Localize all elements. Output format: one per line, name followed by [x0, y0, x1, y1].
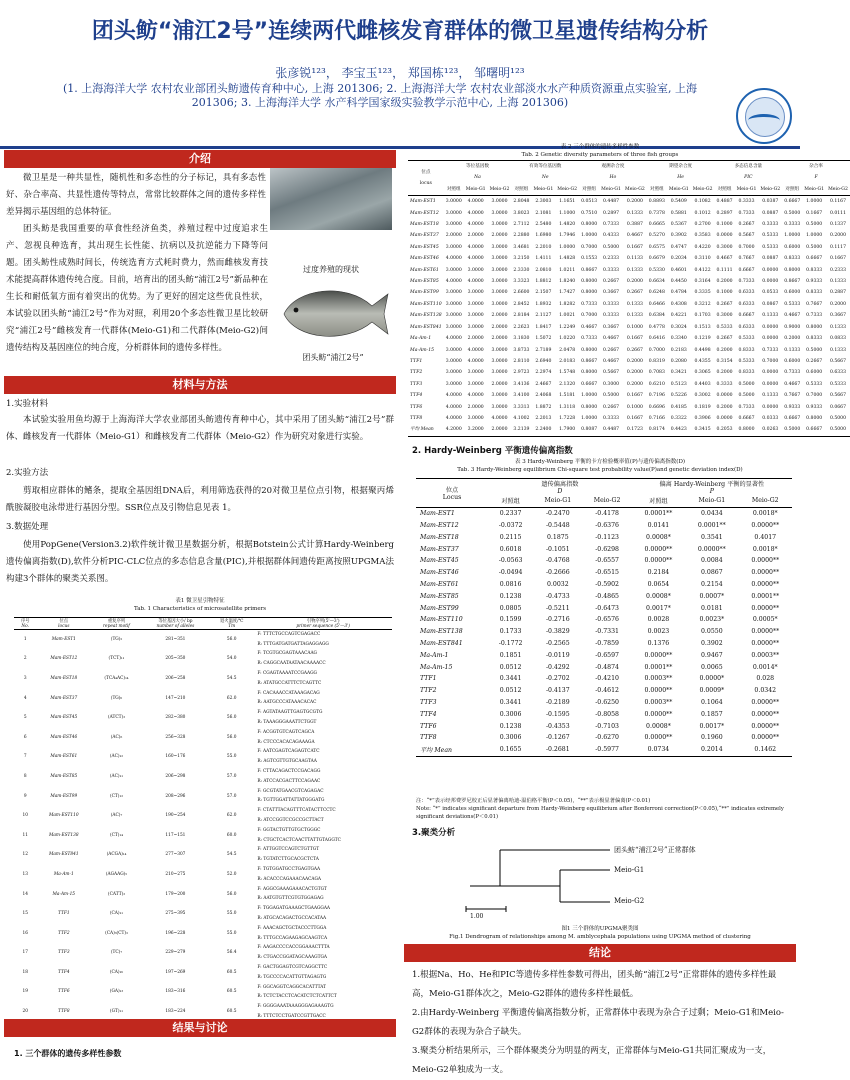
table-row: R: AATGCCCATAAACACAC [257, 700, 317, 706]
table-row: Mam-EST46 -0.0494 -0.2666 -0.6515 0.2184 0.0867 0.0000** [420, 569, 780, 577]
table-row: Ma-Am-1 4.0000 2.0000 2.0000 3.1830 1.5072 1.0220 0.7333 0.4667 0.1667 0.6416 0.3340 0.1219 0.2667 0.5333 0.0000 0.2000 0.8333 0.0833 [410, 336, 847, 342]
table-row: 10 Mam-EST110 (AC)₇ 190~254 62.0 F: CTATTTACAGTTTCATACTTCCTC [22, 808, 336, 819]
table-row: R: TGCCCCACATTGTTAGAGTG [257, 974, 327, 980]
materials-text: 本试验实验用鱼均源于上海海洋大学农业部团头鲂遗传育种中心，其中采用了团头鲂“浦江2号”群体、雌核发育一代群体（Meio-G1）和雌核发育二代群体（Meio-G2）作为研究对象进行实验。 [6, 415, 394, 442]
table-row: 8 Mam-EST85 (AC)₁₁ 206~298 57.0 F: CTTACAGACTCCGACAGG [23, 769, 321, 779]
table-row: TTF2 3.0000 3.0000 3.0000 2.9723 2.2974 1.5748 0.8000 0.5667 0.2000 0.7083 0.3421 0.3065 0.2000 0.8333 0.0000 0.7333 0.6000 0.6333 [410, 370, 847, 376]
table-row: R: TTTGCCAGAAGAGCAAGTCA [257, 935, 328, 941]
intro-para2: 团头鲂是我国重要的草食性经济鱼类，养殖过程中过度追求生产、忽视良种选育，其出现生长性能、抗病以及抗逆能力下降等问题。团头鲂性成熟时间长，传统选育方式耗时费力，然而雌核发育技术能提高群体遗传纯合度。目前，培育出的团头鲂“浦江2号”新品种在生长和耐低氧方面有着突出的优势。为了更好的固定这些优良性状，本试验以团头鲂“浦江2号”作为对照，利用20个多态性微卫星比较研究“浦江2号”雌核发育一代群体(Meio-G1)和二代群体(Meio-G2)间遗传结构及基因座位的纯合度，分析群体间的遗传多样性。 [6, 224, 268, 353]
fish-photo [276, 280, 390, 346]
table-row: 14 Ma-Am-15 (CATT)₃ 179~200 56.0 F: AGGCGAAAGAAACACTGTGT [22, 886, 327, 897]
table-row: TTF2 0.0512 -0.4137 -0.4612 0.0000** 0.0009* 0.0342 [420, 687, 777, 695]
table-row: Mam-EST1 0.2337 -0.2470 -0.4178 0.0001** 0.0434 0.0018* [420, 510, 778, 518]
table-row: R: TTTCTCCTGATCCGTTGACC [14, 1012, 392, 1022]
table-row: TTF1 3.0000 4.0000 3.0000 2.8110 2.6940 2.0183 0.8667 0.4667 0.2000 0.8319 0.2080 0.4355 0.3154 0.5333 0.7000 0.6000 0.2667 0.5667 [410, 358, 847, 364]
overfishing-caption: 过度养殖的现状 [303, 265, 359, 274]
methods-heading: 材料与方法 [4, 376, 396, 394]
table-row: 3 Mam-EST18 (TCA₄AC)₁₄ 206~258 54.5 F: CGAGTAAAATCCGAAGG [23, 671, 317, 681]
table-row: 平均 Mean 0.1655 -0.2681 -0.5977 0.0734 0.2014 0.1462 [416, 744, 792, 756]
table-row: Mam-EST138 0.1733 -0.3829 -0.7331 0.0023 0.0550 0.0000** [420, 628, 780, 636]
table2-caption: 表 2 三个群体的遗传多样性参数 Tab. 2 Genetic diversity parameters of three fish groups [521, 144, 679, 158]
table-row: R: ATCCACGACTTCCAGAAC [257, 778, 321, 784]
table-row: Ma-Am-1 0.1851 -0.0119 -0.6597 0.0000** 0.9467 0.0003** [420, 651, 780, 659]
table-row: 20 TTF8 (GT)₁₁ 183~224 60.5 F: GGGGAAATAAAGGGAGAAAGTG [22, 1004, 334, 1014]
table-row: 16 TTF2 (CA)₃(CT)₃ 196~228 55.0 F: AAACAGCTGCTACCCTTGGA [22, 925, 327, 936]
table-row: TTF4 4.0000 4.0000 3.0000 3.4100 2.4068 1.5181 1.0000 0.5000 0.1667 0.7196 0.5226 0.3002 0.0000 0.5000 0.1333 0.7667 0.7000 0.5667 [410, 393, 847, 399]
table-row: 1 Mam-EST1 (TG)₂ 281~351 56.0 F: TTTCTGCCAGTCGAGACC [23, 632, 321, 643]
conclusion-3: 3.聚类分析结果所示，三个群体聚类分为明显的两支，正常群体与Meio-G1共同汇聚成为一支，Meio-G2单独成为一支。 [412, 1046, 772, 1075]
table-row: TTF3 0.3441 -0.2189 -0.6250 0.0003** 0.1064 0.0000** [420, 698, 780, 706]
table-row: TTF6 4.0000 2.0000 3.0000 3.3313 1.8872 1.3118 0.8000 0.2667 0.1000 0.6696 0.4185 0.1819 0.2000 0.7333 0.0000 0.9333 0.9333 0.0667 [410, 404, 847, 410]
table-row: 17 TTF3 (TC)₇ 229~279 56.4 F: AAGACCCCACCGGAAACTTTA [22, 945, 330, 956]
conclusion-text [412, 966, 792, 1080]
poster-title: 团头鲂“浦江2号”连续两代雌核发育群体的微卫星遗传结构分析 [91, 19, 709, 44]
table-row: TTF8 4.0000 3.0000 4.0000 4.1002 2.2013 1.7228 1.0000 0.3333 0.1667 0.7166 0.3322 0.3906 0.0000 0.6667 0.0333 0.6667 0.8000 0.5000 [410, 415, 847, 421]
table-row: R: CTGCTCACTCAACTTATTGTAGGTC [257, 837, 341, 843]
table-row: R: CAGGCAATAATAACAAAACC [257, 661, 326, 667]
primer-table: 序号 位点 重复序列 等位基因大小/ bp 退火温度/℃ 引物序列(5'—3') No. locus repeat motif number of alleles Tm primer sequence (5'—3') 1 Mam-EST1 (TG)₂ 281~351 56.0 F: TTTCTGCCAGTCGAGACC R: TTTGATGATGATTAGAGGAGG 2 Mam-EST12 (TCT)₁₁ 205~350 54.0 F: TCGTGCGAGTAAACAAG R: CAGGCAATAATAACAAAACC 3 Mam-EST18 (TCA₄AC)₁₄ 206~258 54.5 F: CGAGTAAAATCCGAAGG R: ATATGCCATTTCTCAGTTC 4 Mam-EST37 (TG)₆ 147~210 62.0 F: CACAAACCATAAAGACAG R: AATGCCCATAAACACAC 5 Mam-EST45 (ATCT)₃ 282~380 56.0 F: AGTATAAGTTGAGTGCGTG R: TAAAGGGAAATTCTGGT 6 Mam-EST46 (AC)₆ 256~328 56.0 F: ACGGTGTCAGTCAGCA R: CTCCCACACAGAAAGA 7 Mam-EST61 (AC)₁₂ 160~176 55.0 F: AATCGAGTCAGAGTCATC R: AGTCGTTGTGCAAGTAA 8 Mam-EST85 (AC)₁₁ 206~298 57.0 F: CTTACAGACTCCGACAGG R: ATCCACGACTTCCAGAAC 9 Mam-EST99 (CT)₁₂ 208~296 57.0 F: GCGTATGAACGTCAGAGAC R: TGTTGGATTATTATGGGATG 10 Mam-EST110 (AC)₇ 190~254 62.0 F: CTATTTACAGTTTCATACTTCCTC R: ATCCGGTCCGCCGCTTACT 11 Mam-EST138 (CT)₁₄ 117~151 60.0 F: GGTACTGTTGTGCTGGGC R: CTGCTCACTCAACTTATTGTAGGTC 12 Mam-EST841 (ACGA)₁₄ 277~307 54.5 F: ATTGGTCCAGTCTGTTGT R: TGTATCTTGCACGCTCTA 13 Ma-Am-1 (AGAAG)₅ 210~275 52.0 F: TGTGGATGCCTGAGTGAA R: ACACCCAGAAACAACAGA 14 Ma-Am-15 (CATT)₃ 179~200 56.0 F: AGGCGAAAGAAACACTGTGT R: AATGTGTTCGTGTGGAGAG 15 TTF1 (CA)₁₁ 275~395 55.0 F: TGGAGATGAAAGCTGAAGGAA R: ATGCACAGACTGCCACATAA 16 TTF2 (CA)₃(CT)₃ 196~228 55.0 F: AAACAGCTGCTACCCTTGGA R: TTTGCCAGAAGAGCAAGTCA 17 TTF3 (TC)₇ 229~279 56.4 F: AAGACCCCACCGGAAACTTTA R: CTGACCGGATAGCAAAGTGA 18 TTF4 (CA)₁₆ 197~269 60.5 F: GACTGGAGTCGTCAGGCTTC R: TGCCCCACATTGTTAGAGTG 19 TTF6 (GA)₁₃ 183~316 60.5 F: GGCAGGTCAGGCACATTTAT R: TCTCTACCTCACATCTCTCATTCT 20 TTF8 (GT)₁₁ 183~224 60.5 F: GGGGAAATAAAGGGAGAAAGTG R: TTTCTCCTGATCCGTTGACC [14, 617, 392, 1022]
table-row: TTF8 0.3006 -0.1267 -0.6270 0.0000** 0.1960 0.0000** [420, 734, 780, 742]
table-row: Mam-EST46 4.0000 4.0000 3.0000 3.2150 1.4111 1.4828 0.1553 0.2333 0.1133 0.6679 0.2034 0.3110 0.4667 0.7667 0.0887 0.8333 0.6667 0.1667 [410, 256, 847, 262]
cluster-label-g2: Meio-G2 [614, 897, 645, 905]
conclusion-2: 2.由Hardy-Weinberg 平衡遗传偏离指数分析，正常群体中表现为杂合子过剩；Meio-G1和Meio-G2群体的表现为杂合子缺失。 [412, 1008, 784, 1037]
conclusion-1: 1.根据Na、Ho、He和PIC等遗传多样性参数可得出，团头鲂“浦江2号”正常群体的遗传多样性最高，Meio-G1群体次之，Meio-G2群体的遗传多样性最低。 [412, 970, 777, 999]
table-row: Mam-EST61 0.0816 0.0032 -0.5902 0.0654 0.2154 0.0000** [420, 580, 780, 588]
table-row: R: TCTCTACCTCACATCTCTCATTCT [257, 994, 337, 1000]
hw-note: 注：“*”表示经邦费罗尼校正后显著偏离哈迪-温伯格平衡(P＜0.05)，“**”表示极显著偏离(P＜0.01) Note: “*” indicates significant departure from Hardy-Weinberg equilibrium after Bonferroni correction(P＜0.05),“**” indicates extremely significant deviations(P＜0.01) [416, 798, 784, 820]
table-row: 9 Mam-EST99 (CT)₁₂ 208~296 57.0 F: GCGTATGAACGTCAGAGAC [23, 788, 324, 799]
hw-heading: 2. Hardy-Weinberg 平衡遗传偏离指数 [412, 446, 573, 456]
table-row: R: TAAAGGGAAATTCTGGT [257, 720, 317, 726]
table-row: Mam-EST138 3.0000 3.0000 2.0000 2.8184 2.1127 1.0021 0.7000 0.3333 0.1333 0.6384 0.4221 0.1703 0.3000 0.6667 0.1333 0.4667 0.7333 0.3667 [410, 313, 847, 319]
procedure-text: 剪取相应群体的鳍条，提取全基因组DNA后，利用筛选获得的20对微卫星位点引物，根据聚丙烯酰胺凝胶电泳带进行基因分型。SSR位点及引物信息见表 1。 [6, 486, 394, 513]
table-row: 18 TTF4 (CA)₁₆ 197~269 60.5 F: GACTGGAGTCGTCAGGCTTC [22, 964, 328, 975]
table-row: Mam-EST18 0.2115 0.1875 -0.1123 0.0008* 0.3541 0.4017 [420, 533, 777, 541]
conclusion-heading: 结论 [404, 944, 796, 962]
cluster-label-g1: Meio-G1 [614, 866, 645, 874]
university-logo [736, 88, 792, 144]
table-row: Mam-EST99 3.0000 3.0000 3.0000 2.6600 2.1507 1.7427 0.8000 0.3667 0.2667 0.6248 0.4784 0.3335 0.1000 0.6333 0.0533 0.6000 0.8333 0.2887 [410, 290, 847, 296]
table-row: Ma-Am-15 3.0000 4.0000 3.0000 3.8733 2.7189 2.0478 0.8000 0.2667 0.2667 0.7000 0.2183 0.4498 0.2000 0.8333 0.7333 0.1333 0.5000 0.1333 [410, 347, 847, 353]
table-row: TTF3 3.0000 3.0000 2.0000 3.4136 2.4667 2.1320 0.6667 0.3000 0.2000 0.6210 0.5123 0.4403 0.3333 0.5000 0.0000 0.4667 0.5333 0.5333 [410, 381, 847, 387]
table-row: Mam-EST99 0.0805 -0.5211 -0.6473 0.0017* 0.0181 0.0000** [420, 604, 780, 612]
table-row: Mam-EST45 3.0000 4.0000 3.0000 3.4681 2.2010 1.0000 0.7000 0.5000 0.1667 0.6575 0.4747 0.4220 0.3000 0.7000 0.5333 0.6000 0.5000 0.1117 [410, 244, 847, 250]
table-row: Ma-Am-15 0.0512 -0.4292 -0.4874 0.0001** 0.0065 0.0014* [420, 663, 778, 671]
results-sub1: 1. 三个群体的遗传多样性参数 [14, 1049, 122, 1058]
table-row: Mam-EST841 -0.1772 -0.2565 -0.7859 0.1376 0.3902 0.0000** [420, 639, 780, 647]
table-row: Mam-EST85 4.0000 4.0000 3.0000 3.3323 1.8812 1.8240 0.8000 0.2667 0.2000 0.6634 0.4450 0.3164 0.2000 0.7333 0.0000 0.8667 0.9333 0.1333 [410, 279, 847, 285]
table-row: R: AGTCGTTGTGCAAGTAA [257, 759, 317, 765]
table-row: 7 Mam-EST61 (AC)₁₂ 160~176 55.0 F: AATCGAGTCAGAGTCATC [23, 749, 320, 760]
results-heading: 结果与讨论 [4, 1019, 396, 1037]
table-row: TTF6 0.1238 -0.4353 -0.7103 0.0008* 0.0017* 0.0000** [420, 722, 780, 730]
table-row: Mam-EST110 0.1599 -0.2716 -0.6576 0.0028 0.0023* 0.0005* [420, 616, 778, 624]
intro-para1: 微卫星是一种共显性，随机性和多态性的分子标记，具有多态性好、杂合率高、共显性遗传等特点，常常比较群体之间的遗传多样性差异揭示基因组的总体特征。 [6, 173, 266, 217]
diversity-table: 位点 locus 等位基因数 有效等位基因数 观测杂合度 期望杂合度 多态信息含量 杂合率 Na Ne Ho He PIC F 对照组 Meio-G1 Meio-G2 对照组 Meio-G1 Meio-G2 对照组 Meio-G1 Meio-G2 对照组 Meio-G1 Meio-G2 对照组 Meio-G1 Meio-G2 对照组 Meio-G1 Meio-G2 Mam-EST1 3.0000 4.0000 3.0000 2.8048 2.3003 1.1651 0.0513 0.4487 0.2000 0.8893 0.5409 0.1082 0.4887 0.3333 0.0387 0.6667 1.0000 0.1167 Mam-EST12 3.0000 4.0000 3.0000 3.8023 2.1081 1.1000 0.7510 0.2897 0.1333 0.7378 0.5881 0.1012 0.2897 0.7333 0.0887 0.5000 0.1667 0.0111 Mam-EST18 3.0000 4.0000 3.0000 2.7112 2.5480 1.4820 0.8000 0.7333 0.3887 0.6665 0.5367 0.2700 0.1000 0.2667 0.3333 0.3333 0.5000 0.1337 Mam-EST37 2.0000 2.0000 2.0000 2.2880 1.6980 1.7946 1.0000 0.4333 0.4667 0.5270 0.3902 0.3583 0.0000 0.5667 0.5333 1.0000 1.0000 0.2000 Mam-EST45 3.0000 4.0000 3.0000 3.4681 2.2010 1.0000 0.7000 0.5000 0.1667 0.6575 0.4747 0.4220 0.3000 0.7000 0.5333 0.6000 0.5000 0.1117 Mam-EST46 4.0000 4.0000 3.0000 3.2150 1.4111 1.4828 0.1553 0.2333 0.1133 0.6679 0.2034 0.3110 0.4667 0.7667 0.0887 0.8333 0.6667 0.1667 Mam-EST61 3.0000 3.0000 3.0000 2.3330 2.0810 1.0211 0.8667 0.3333 0.1333 0.5330 0.4601 0.4122 0.1111 0.6667 0.0000 0.8000 0.8333 0.2333 Mam-EST85 4.0000 4.0000 3.0000 3.3323 1.8812 1.8240 0.8000 0.2667 0.2000 0.6634 0.4450 0.3164 0.2000 0.7333 0.0000 0.8667 0.9333 0.1333 Mam-EST99 3.0000 3.0000 3.0000 2.6600 2.1507 1.7427 0.8000 0.3667 0.2667 0.6248 0.4784 0.3335 0.1000 0.6333 0.0533 0.6000 0.8333 0.2887 Mam-EST110 3.0000 3.0000 3.0000 2.8452 1.8932 1.8282 0.7333 0.3333 0.1333 0.6466 0.4308 0.3212 0.2667 0.6333 0.0867 0.5333 0.7667 0.2000 Mam-EST138 3.0000 3.0000 2.0000 2.8184 2.1127 1.0021 0.7000 0.3333 0.1333 0.6384 0.4221 0.1703 0.3000 0.6667 0.1333 0.4667 0.7333 0.3667 Mam-EST841 3.0000 3.0000 2.0000 2.2623 1.8417 1.2249 0.4667 0.3667 0.1000 0.4778 0.3024 0.1513 0.5333 0.6333 0.0000 0.9000 0.8000 0.1333 Ma-Am-1 4.0000 2.0000 2.0000 3.1830 1.5072 1.0220 0.7333 0.4667 0.1667 0.6416 0.3340 0.1219 0.2667 0.5333 0.0000 0.2000 0.8333 0.0833 Ma-Am-15 3.0000 4.0000 3.0000 3.8733 2.7189 2.0478 0.8000 0.2667 0.2667 0.7000 0.2183 0.4498 0.2000 0.8333 0.7333 0.1333 0.5000 0.1333 TTF1 3.0000 4.0000 3.0000 2.8110 2.6940 2.0183 0.8667 0.4667 0.2000 0.8319 0.2080 0.4355 0.3154 0.5333 0.7000 0.6000 0.2667 0.5667 TTF2 3.0000 3.0000 3.0000 2.9723 2.2974 1.5748 0.8000 0.5667 0.2000 0.7083 0.3421 0.3065 0.2000 0.8333 0.0000 0.7333 0.6000 0.6333 TTF3 3.0000 3.0000 2.0000 3.4136 2.4667 2.1320 0.6667 0.3000 0.2000 0.6210 0.5123 0.4403 0.3333 0.5000 0.0000 0.4667 0.5333 0.5333 TTF4 4.0000 4.0000 3.0000 3.4100 2.4068 1.5181 1.0000 0.5000 0.1667 0.7196 0.5226 0.3002 0.0000 0.5000 0.1333 0.7667 0.7000 0.5667 TTF6 4.0000 2.0000 3.0000 3.3313 1.8872 1.3118 0.8000 0.2667 0.1000 0.6696 0.4185 0.1819 0.2000 0.7333 0.0000 0.9333 0.9333 0.0667 TTF8 4.0000 3.0000 4.0000 4.1002 2.2013 1.7228 1.0000 0.3333 0.1667 0.7166 0.3322 0.3906 0.0000 0.6667 0.0333 0.6667 0.8000 0.5000 平均 Mean 4.2000 3.2000 2.0000 3.2139 2.2400 1.7900 0.8087 0.4487 0.1723 0.8174 0.4423 0.3415 0.2053 0.8000 0.0263 0.5000 0.6667 0.5000 [408, 160, 850, 437]
table-row: 13 Ma-Am-1 (AGAAG)₅ 210~275 52.0 F: TGTGGATGCCTGAGTGAA [22, 867, 321, 877]
table-row: Mam-EST18 3.0000 4.0000 3.0000 2.7112 2.5480 1.4820 0.8000 0.7333 0.3887 0.6665 0.5367 0.2700 0.1000 0.2667 0.3333 0.3333 0.5000 0.1337 [410, 222, 847, 228]
table-row: 19 TTF6 (GA)₁₃ 183~316 60.5 F: GGCAGGTCAGGCACATTTAT [22, 984, 327, 995]
table-row: R: TGTATCTTGCACGCTCTA [257, 857, 319, 863]
cluster-heading: 3.聚类分析 [412, 828, 456, 838]
table-row: R: ATCCGGTCCGCCGCTTACT [257, 818, 324, 824]
table-row: 11 Mam-EST138 (CT)₁₄ 117~151 60.0 F: GGTACTGTTGTGCTGGGC [22, 827, 321, 838]
overfishing-photo [270, 168, 392, 230]
procedure-title: 2.实验方法 [6, 468, 49, 478]
table-row: 15 TTF1 (CA)₁₁ 275~395 55.0 F: TGGAGATGAAAGCTGAAGGAA [22, 906, 331, 917]
table-row: Mam-EST841 3.0000 3.0000 2.0000 2.2623 1.8417 1.2249 0.4667 0.3667 0.1000 0.4778 0.3024 0.1513 0.5333 0.6333 0.0000 0.9000 0.8000 0.1333 [410, 324, 847, 330]
table-row: 2 Mam-EST12 (TCT)₁₁ 205~350 54.0 F: TCGTGCGAGTAAACAAG [23, 651, 317, 662]
table-row: Mam-EST85 0.1238 -0.4733 -0.4865 0.0008* 0.0007* 0.0001** [420, 592, 780, 600]
table-row: Mam-EST37 0.6018 -0.1051 -0.6298 0.0000** 0.0000** 0.0018* [420, 545, 778, 553]
table-row: R: CTCCCACACAGAAAGA [257, 739, 315, 745]
table-row: Mam-EST12 -0.0372 -0.5448 -0.6376 0.0141 0.0001** 0.0000** [420, 521, 780, 529]
table-row: Mam-EST37 2.0000 2.0000 2.0000 2.2880 1.6980 1.7946 1.0000 0.4333 0.4667 0.5270 0.3902 0.3583 0.0000 0.5667 0.5333 1.0000 1.0000 0.2000 [410, 233, 847, 239]
authors: 张彦锐¹²³， 李宝玉¹²³， 郑国栋¹²³， 邹曙明¹²³ [275, 66, 525, 80]
table-row: Mam-EST12 3.0000 4.0000 3.0000 3.8023 2.1081 1.1000 0.7510 0.2897 0.1333 0.7378 0.5881 0.1012 0.2897 0.7333 0.0887 0.5000 0.1667 0.0111 [410, 210, 847, 216]
table-row: 平均 Mean 4.2000 3.2000 2.0000 3.2139 2.2400 1.7900 0.8087 0.4487 0.1723 0.8174 0.4423 0.3415 0.2053 0.8000 0.0263 0.5000 0.6667 0.5000 [408, 424, 850, 436]
fig1-caption: 图1 三个群体的UPGMA聚类图 Fig.1 Dendrogram of relationships among M. amblycephala populations using UPGMA method of clustering [449, 926, 751, 940]
fish-caption: 团头鲂“浦江2号” [302, 353, 364, 362]
table-row: Mam-EST1 3.0000 4.0000 3.0000 2.8048 2.3003 1.1651 0.0513 0.4487 0.2000 0.8893 0.5409 0.1082 0.4887 0.3333 0.0387 0.6667 1.0000 0.1167 [410, 199, 847, 205]
table-row: Mam-EST110 3.0000 3.0000 3.0000 2.8452 1.8932 1.8282 0.7333 0.3333 0.1333 0.6466 0.4308 0.3212 0.2667 0.6333 0.0867 0.5333 0.7667 0.2000 [410, 301, 847, 307]
bream-fish-icon [276, 280, 390, 346]
table-row: R: ATGCACAGACTGCCACATAA [257, 916, 327, 921]
table-row: 12 Mam-EST841 (ACGA)₁₄ 277~307 54.5 F: ATTGGTCCAGTCTGTTGT [22, 847, 320, 858]
table-row: TTF4 0.3006 -0.1595 -0.8058 0.0000** 0.1857 0.0000** [420, 710, 780, 718]
data-title: 3.数据处理 [6, 522, 49, 532]
table1-caption: 表1 微卫星引物特征 Tab. 1 Characteristics of microsatellite primers [133, 598, 267, 612]
scale-label: 1.00 [470, 913, 484, 920]
table-row: R: ATATGCCATTTCTCAGTTC [257, 680, 322, 686]
table-row: R: AATGTGTTCGTGTGGAGAG [257, 896, 324, 902]
cluster-label-normal: 团头鲂“浦江2号”正常群体 [614, 846, 696, 854]
table-row: Mam-EST45 -0.0563 -0.4768 -0.6557 0.0000** 0.0084 0.0000** [420, 557, 780, 565]
intro-heading: 介绍 [4, 150, 396, 168]
data-text: 使用PopGene(Version3.2)软件统计微卫星数据分析，根据Botstein公式计算Hardy-Weinberg遗传偏离指数(D),软件分析PIC-CLC位点的多态信息含量(PIC),并根据群体间遗传距离按照UPGMA法构建3个群体的聚类关系图。 [6, 540, 394, 584]
materials-title: 1.实验材料 [6, 399, 49, 409]
table-row: R: ACACCCAGAAACAACAGA [257, 876, 322, 882]
affiliations: (1. 上海海洋大学 农村农业部团头鲂遗传育种中心, 上海 201306; 2. 上海海洋大学 农村农业部淡水水产种质资源重点实验室, 上海 201306; 3. 上海海洋大学 水产科学国家级实验教学示范中心, 上海 201306) [63, 82, 697, 109]
table3-caption: 表 3 Hardy-Weinberg 平衡的卡方检验概率值(P)与遗传偏离指数(D) Tab. 3 Hardy-Weinberg equilibrium Chi-square test probability value(P)and genetic deviation index(D) [457, 459, 743, 473]
hw-table: 位点 Locus 遗传偏离指数 D 偏离 Hardy-Weinberg 平衡的显著性 P 对照组 Meio-G1 Meio-G2 对照组 Meio-G1 Meio-G2 Mam-EST1 0.2337 -0.2470 -0.4178 0.0001** 0.0434 0.0018* Mam-EST12 -0.0372 -0.5448 -0.6376 0.0141 0.0001** 0.0000** Mam-EST18 0.2115 0.1875 -0.1123 0.0008* 0.3541 0.4017 Mam-EST37 0.6018 -0.1051 -0.6298 0.0000** 0.0000** 0.0018* Mam-EST45 -0.0563 -0.4768 -0.6557 0.0000** 0.0084 0.0000** Mam-EST46 -0.0494 -0.2666 -0.6515 0.2184 0.0867 0.0000** Mam-EST61 0.0816 0.0032 -0.5902 0.0654 0.2154 0.0000** Mam-EST85 0.1238 -0.4733 -0.4865 0.0008* 0.0007* 0.0001** Mam-EST99 0.0805 -0.5211 -0.6473 0.0017* 0.0181 0.0000** Mam-EST110 0.1599 -0.2716 -0.6576 0.0028 0.0023* 0.0005* Mam-EST138 0.1733 -0.3829 -0.7331 0.0023 0.0550 0.0000** Mam-EST841 -0.1772 -0.2565 -0.7859 0.1376 0.3902 0.0000** Ma-Am-1 0.1851 -0.0119 -0.6597 0.0000** 0.9467 0.0003** Ma-Am-15 0.0512 -0.4292 -0.4874 0.0001** 0.0065 0.0014* TTF1 0.3441 -0.2702 -0.4210 0.0003** 0.0000* 0.028 TTF2 0.0512 -0.4137 -0.4612 0.0000** 0.0009* 0.0342 TTF3 0.3441 -0.2189 -0.6250 0.0003** 0.1064 0.0000** TTF4 0.3006 -0.1595 -0.8058 0.0000** 0.1857 0.0000** TTF6 0.1238 -0.4353 -0.7103 0.0008* 0.0017* 0.0000** TTF8 0.3006 -0.1267 -0.6270 0.0000** 0.1960 0.0000** 平均 Mean 0.1655 -0.2681 -0.5977 0.0734 0.2014 0.1462 [416, 478, 792, 757]
table-row: R: CTGACCGGATAGCAAAGTGA [257, 955, 327, 961]
table-row: 4 Mam-EST37 (TG)₆ 147~210 62.0 F: CACAAACCATAAAGACAG [23, 690, 320, 701]
table-row: TTF1 0.3441 -0.2702 -0.4210 0.0003** 0.0000* 0.028 [420, 675, 775, 683]
table-row: R: TGTTGGATTATTATGGGATG [257, 798, 325, 804]
table-row: Mam-EST61 3.0000 3.0000 3.0000 2.3330 2.0810 1.0211 0.8667 0.3333 0.1333 0.5330 0.4601 0.4122 0.1111 0.6667 0.0000 0.8000 0.8333 0.2333 [410, 267, 847, 273]
table-row: 5 Mam-EST45 (ATCT)₃ 282~380 56.0 F: AGTATAAGTTGAGTGCGTG [23, 710, 323, 721]
table-row: 6 Mam-EST46 (AC)₆ 256~328 56.0 F: ACGGTGTCAGTCAGCA [23, 729, 315, 740]
table-row: R: TTTGATGATGATTAGAGGAGG [257, 641, 329, 647]
